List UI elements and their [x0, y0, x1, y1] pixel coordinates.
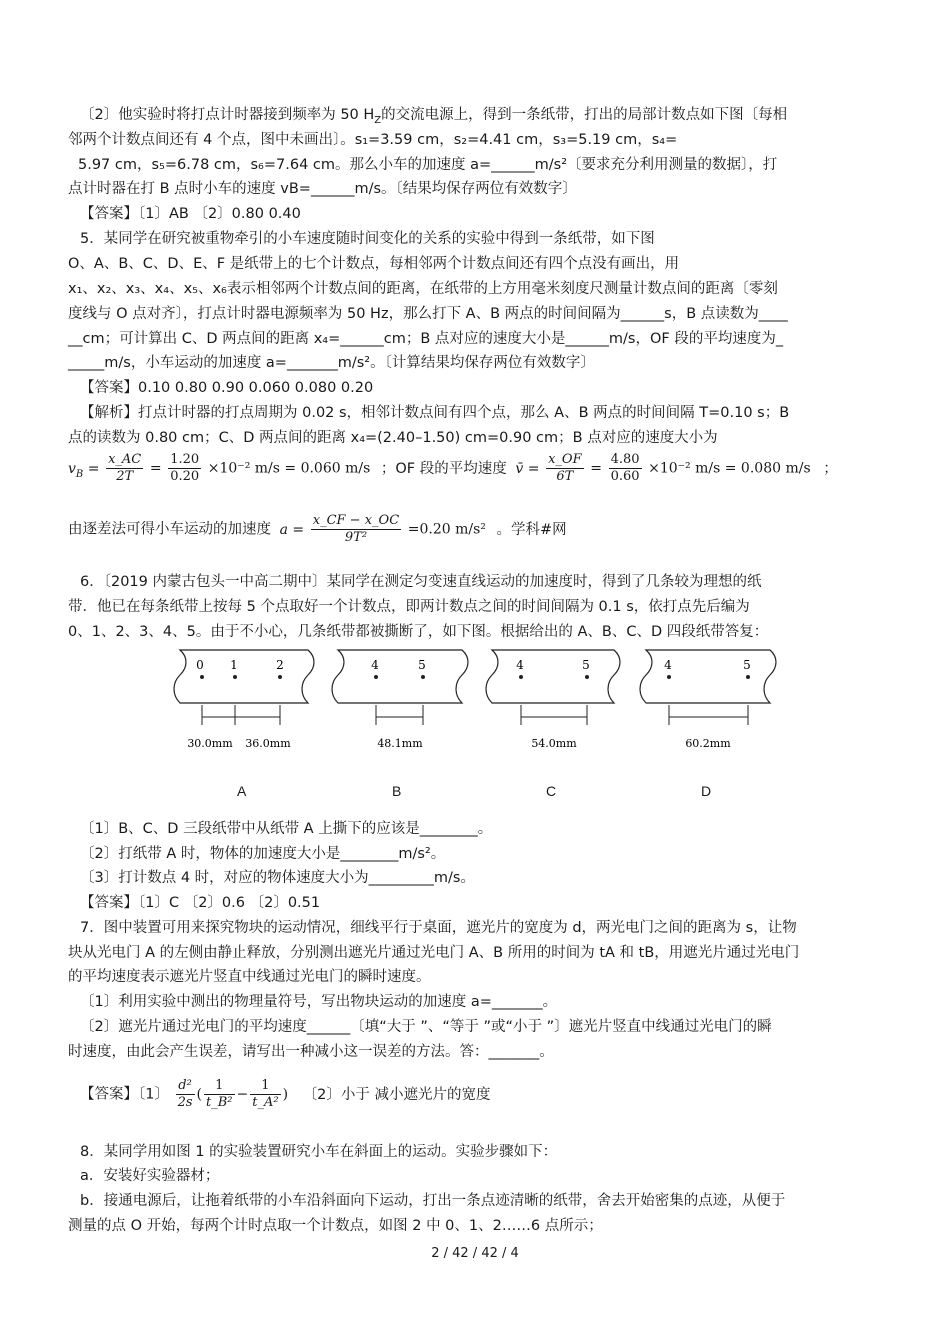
vb-fraction-2: $\frac{1.20}{0.20}$ — [170, 452, 200, 484]
tape-a-point-label: 2 — [276, 658, 284, 672]
q7-sub1: 〔1〕利用实验中测出的物理量符号，写出物块运动的加速度 a=_______。 — [80, 994, 558, 1010]
q6-sub2: 〔2〕打纸带 A 时，物体的加速度大小是________m/s²。 — [80, 846, 446, 862]
answer-6: 【答案】〔1〕C 〔2〕0.6 〔2〕0.51 — [80, 895, 321, 911]
tape-c-dot — [519, 675, 523, 679]
q8-step-b-cont: 测量的点 O 开始，每两个计时点取一个计数点，如图 2 中 0、1、2……6 点所示； — [68, 1218, 603, 1234]
vb-fraction-1: $\frac{x\_AC}{2T}$ — [108, 452, 142, 484]
analysis-5-line2: 点的读数为 0.80 cm；C、D 两点间的距离 x₄=(2.40–1.50) cm=0.90 cm；B 点对应的速度大小为 — [68, 430, 718, 446]
tape-letter-c: C — [546, 783, 557, 799]
tape-c — [486, 650, 620, 703]
tape-b-dimension — [376, 705, 423, 725]
tape-b-point-label: 4 — [371, 658, 379, 672]
tape-a-dot — [278, 675, 282, 679]
q7-line2: 块从光电门 A 的左侧由静止释放，分别测出遮光片通过光电门 A、B 所用的时间为 tA 和 tB，用遮光片通过光电门 — [68, 945, 800, 961]
tape-a-distance: 36.0mm — [245, 737, 291, 750]
tape-c-dimension — [521, 705, 587, 725]
tape-a-distance: 30.0mm — [187, 737, 233, 750]
q5-line2: O、A、B、C、D、E、F 是纸带上的七个计数点，每相邻两个计数点间还有四个点没有画出，用 — [68, 256, 680, 272]
vb-symbol: $v_B$ = — [68, 460, 100, 480]
q5-line1: 5．某同学在研究被重物牵引的小车速度随时间变化的关系的实验中得到一条纸带，如下图 — [80, 231, 655, 247]
q5-line5: __cm；可计算出 C、D 两点间的距离 x₄=______cm；B 点对应的速度大小是______m/s，OF 段的平均速度为_ — [68, 331, 784, 347]
q8-step-a: a．安装好实验器材； — [80, 1168, 220, 1184]
tape-a-dimension — [202, 705, 280, 725]
q6-line2: 带．他已在每条纸带上按每 5 个点取好一个计数点，即两计数点之间的时间间隔为 0.1 s，依打点先后编为 — [68, 599, 750, 615]
q7-line3: 的平均速度表示遮光片竖直中线通过光电门的瞬时速度。 — [68, 969, 431, 985]
tape-c-point-label: 5 — [582, 658, 590, 672]
q2-line2: 邻两个计数点间还有 4 个点，图中未画出〕。s₁=3.59 cm，s₂=4.41 cm，s₃=5.19 cm，s₄= — [68, 132, 678, 148]
tape-a-dot — [200, 675, 204, 679]
tape-d-distance: 60.2mm — [685, 737, 731, 750]
tape-a-point-label: 0 — [196, 658, 204, 672]
tape-letter-a: A — [237, 783, 247, 799]
q5-line6: _____m/s，小车运动的加速度 a=_______m/s²。〔计算结果均保存两位有效数字〕 — [68, 355, 595, 371]
answer-7-fraction-a: $\frac{1}{\text{t\_A²}}$ — [252, 1078, 279, 1110]
q7-line1: 7．图中装置可用来探究物块的运动情况，细线平行于桌面，遮光片的宽度为 d，两光电门之间的距离为 s，让物 — [80, 920, 797, 936]
answer-7: 【答案】〔1〕 $\frac{\text{d²}}{2s}$ ( $\frac{1}{\text{t\_B²}}$ − $\frac{1}{\text{t\_A²}}$ ) 〔2〕小于 减小遮光片的宽度 — [80, 1078, 491, 1110]
q2-line3: 5.97 cm，s₅=6.78 cm，s₆=7.64 cm。那么小车的加速度 a=______m/s²〔要求充分利用测量的数据〕，打 — [78, 157, 778, 173]
q2-line4: 点计时器在打 B 点时小车的速度 vB=______m/s。〔结果均保存两位有效数字〕 — [68, 181, 577, 197]
q6-sub1: 〔1〕B、C、D 三段纸带中从纸带 A 上撕下的应该是________。 — [80, 821, 493, 837]
tape-b-point-label: 5 — [418, 658, 426, 672]
tape-b-dot — [374, 675, 378, 679]
tape-c-point-label: 4 — [516, 658, 524, 672]
q7-sub2-cont: 时速度，由此会产生误差，请写出一种减小这一误差的方法。答：_______。 — [68, 1044, 554, 1060]
tape-a-point-label: 1 — [230, 658, 238, 672]
tape-d — [640, 650, 776, 703]
q5-line3: x₁、x₂、x₃、x₄、x₅、x₆表示相邻两个计数点间的距离，在纸带的上方用毫米刻度尺测量计数点间的距离〔零刻 — [68, 281, 778, 297]
page-footer: 2 / 42 / 42 / 4 — [431, 1246, 519, 1261]
answer-5: 【答案】0.10 0.80 0.90 0.060 0.080 0.20 — [80, 380, 374, 396]
answer-7-fraction: $\frac{\text{d²}}{2s}$ — [177, 1078, 193, 1110]
q8-step-b: b．接通电源后，让拖着纸带的小车沿斜面向下运动，打出一条点迹清晰的纸带，舍去开始密集的点迹，从便于 — [80, 1193, 786, 1209]
q8-line1: 8．某同学用如图 1 的实验装置研究小车在斜面上的运动。实验步骤如下： — [80, 1144, 558, 1160]
q7-sub2: 〔2〕遮光片通过光电门的平均速度______〔填“大于 ”、“等于 ”或“小于 ”〕遮光片竖直中线通过光电门的瞬 — [80, 1019, 772, 1035]
q6-line3: 0、1、2、3、4、5。由于不小心，几条纸带都被撕断了，如下图。根据给出的 A、B、C、D 四段纸带答复： — [68, 624, 769, 640]
vof-fraction-1: $\frac{x\_OF}{6T}$ — [548, 452, 582, 484]
tape-b — [332, 650, 468, 703]
tape-c-dot — [585, 675, 589, 679]
paper-tapes-figure — [170, 645, 790, 760]
tape-c-distance: 54.0mm — [531, 737, 577, 750]
tape-d-dot — [667, 675, 671, 679]
q2-line1: 〔2〕他实验时将打点计时器接到频率为 50 $H_Z$的交流电源上，得到一条纸带，打出的局部计数点如下图〔每相 — [80, 107, 788, 126]
velocity-formulas: $v_B$ = $\frac{x\_AC}{2T}$ = $\frac{1.20}{0.20}$ ×10⁻² m/s = 0.060 m/s ；OF 段的平均速度 v̄ = $\frac{x\_OF}{6T}$ = $\frac{4.80}{0.60}$ ×10⁻² m/s = 0.080 m/s ； — [68, 452, 838, 484]
answer-7-fraction-b: $\frac{1}{\text{t\_B²}}$ — [206, 1078, 233, 1110]
tape-b-distance: 48.1mm — [377, 737, 423, 750]
tape-a-dot — [233, 675, 237, 679]
tape-d-point-label: 5 — [743, 658, 751, 672]
tape-a — [174, 650, 314, 703]
analysis-5-line1: 【解析】打点计时器的打点周期为 0.02 s，相邻计数点间有四个点，那么 A、B 两点的时间间隔 T=0.10 s；B — [80, 405, 790, 421]
tape-b-dot — [421, 675, 425, 679]
acceleration-formula-line: 由逐差法可得小车运动的加速度 a = $\frac{x\_CF - x\_OC}{\text{9T²}}$ =0.20 m/s² 。学科#网 — [68, 513, 567, 545]
tape-d-point-label: 4 — [664, 658, 672, 672]
vof-fraction-2: $\frac{4.80}{0.60}$ — [610, 452, 640, 484]
answer-4: 【答案】〔1〕AB 〔2〕0.80 0.40 — [80, 206, 301, 222]
q5-line4: 度线与 O 点对齐〕，打点计时器电源频率为 50 Hz，那么打下 A、B 两点的时间间隔为______s，B 点读数为____ — [68, 306, 788, 322]
tape-d-dimension — [669, 705, 748, 725]
tape-d-dot — [746, 675, 750, 679]
tape-letter-d: D — [701, 783, 712, 799]
q6-sub3: 〔3〕打计数点 4 时，对应的物体速度大小为_________m/s。 — [80, 870, 475, 886]
acceleration-fraction: $\frac{x\_CF - x\_OC}{\text{9T²}}$ — [312, 513, 400, 545]
tape-letter-b: B — [392, 783, 402, 799]
q6-line1: 6．〔2019 内蒙古包头一中高二期中〕某同学在测定匀变速直线运动的加速度时，得到了几条较为理想的纸 — [80, 574, 762, 590]
